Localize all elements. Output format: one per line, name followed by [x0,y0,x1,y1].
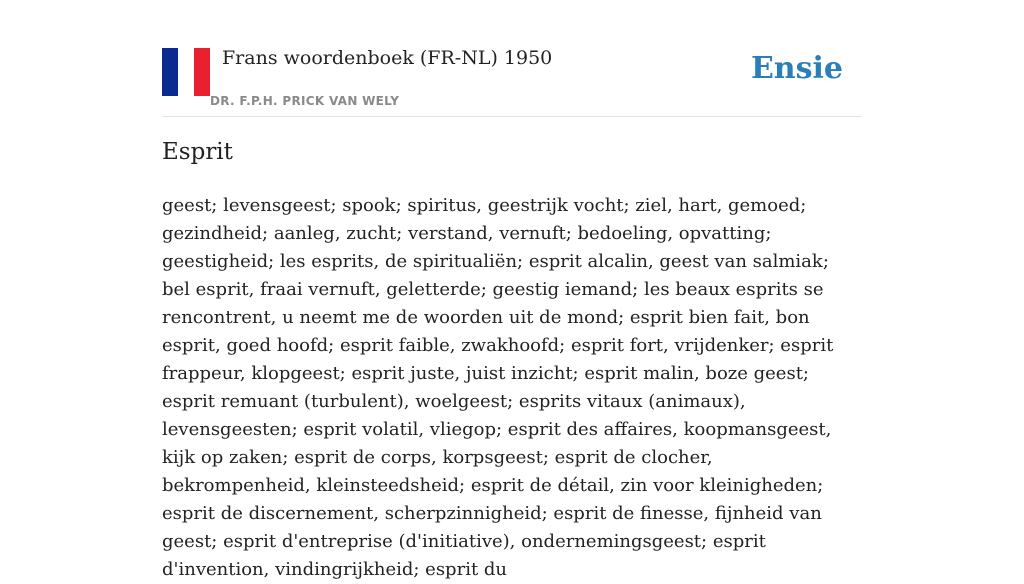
entry-definition: geest; levensgeest; spook; spiritus, geestrijk vocht; ziel, hart, gemoed; gezindheid; aanleg, zucht; verstand, vernuft; bedoeling, opvatting; geestigheid; les esprits, de spiritualiën; esprit alcalin, geest van salmiak; bel esprit, fraai vernuft, geletterde; geestig iemand; les beaux esprits se rencontrent, u neemt me de woorden uit de mond; esprit bien fait, bon esprit, goed hoofd; esprit faible, zwakhoofd; esprit fort, vrijdenker; esprit frappeur, klopgeest; esprit juste, juist inzicht; esprit malin, boze geest; esprit remuant (turbulent), woelgeest; esprits vitaux (animaux), levensgeesten; esprit volatil, vliegop; esprit des affaires, koopmansgeest, kijk op zaken; esprit de corps, korpsgeest; esprit de clocher, bekrompenheid, kleinsteedsheid; esprit de détail, zin voor kleinigheden; esprit de discernement, scherpzinnigheid; esprit de finesse, fijnheid van geest; esprit d'entreprise (d'initiative), ondernemingsgeest; esprit d'invention, vindingrijkheid; esprit du [162,195,834,580]
flag-red-stripe [194,48,210,96]
flag-blue-stripe [162,48,178,96]
french-flag-icon [162,48,210,96]
entry-term: Esprit [162,139,233,165]
dictionary-author[interactable]: DR. F.P.H. PRICK VAN WELY [210,94,400,108]
dictionary-header [162,44,862,117]
dictionary-title[interactable]: Frans woordenboek (FR-NL) 1950 [222,47,553,69]
ensie-logo[interactable]: Ensie [750,51,843,86]
flag-white-stripe [178,48,194,96]
